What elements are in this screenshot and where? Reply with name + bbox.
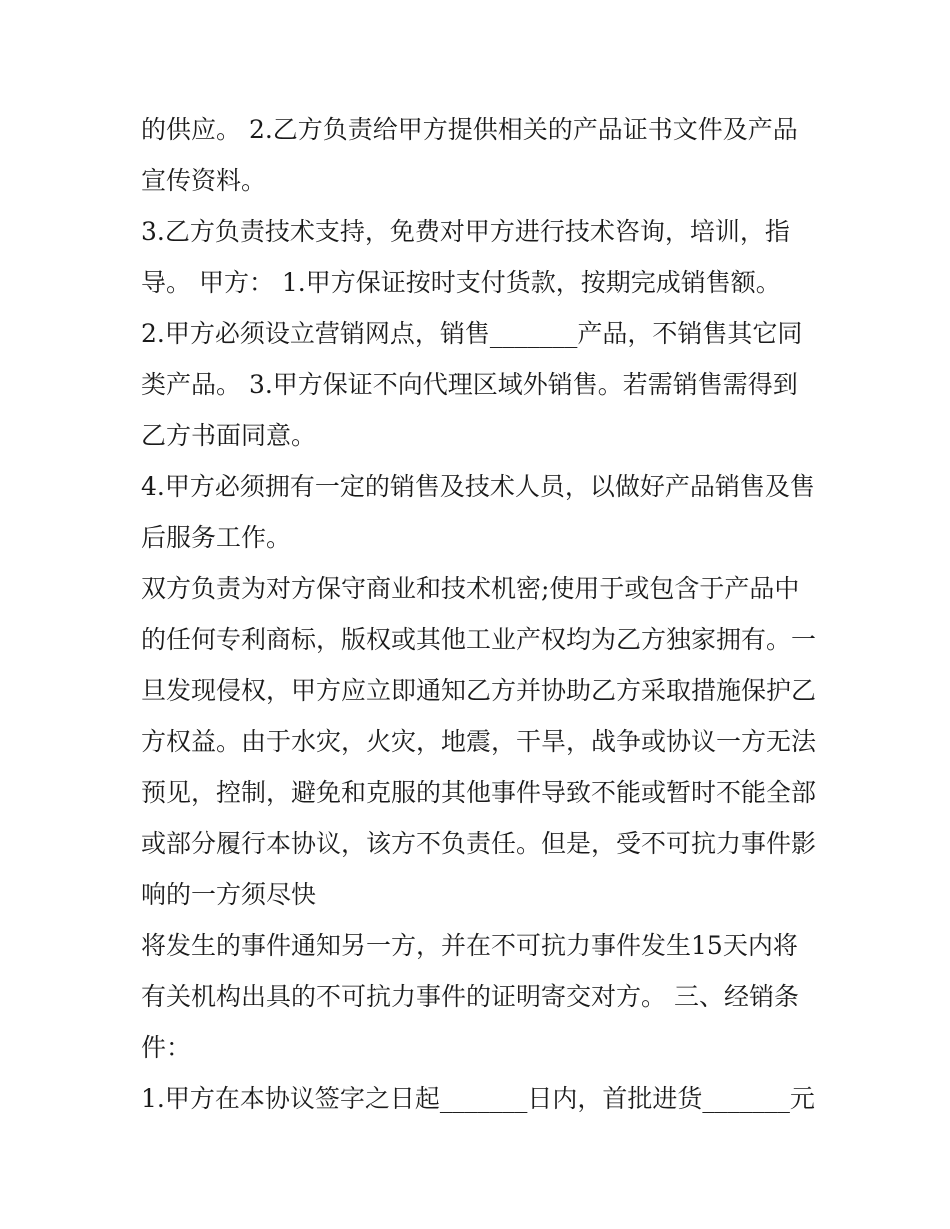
paragraph-confidentiality-force-majeure: 双方负责为对方保守商业和技术机密;使用于或包含于产品中的任何专利商标，版权或其他工业产权均为乙方独家拥有。一旦发现侵权，甲方应立即通知乙方并协助乙方采取措施保护乙方权益。由于水灾，火灾，地震，干旱，战争或协议一方无法预见，控制，避免和克服的其他事件导致不能或暂时不能全部或部分履行本协议，该方不负责任。但是，受不可抗力事件影响的一方须尽快 (141, 574, 817, 909)
paragraph-sales-network: 2.甲方必须设立营销网点，销售_______产品，不销售其它同类产品。 3.甲方保证不向代理区域外销售。若需销售需得到乙方书面同意。 (141, 319, 803, 450)
paragraph-dealer-terms: 1.甲方在本协议签字之日起_______日内，首批进货_______元 (141, 1084, 815, 1113)
paragraph-sales-staff: 4.甲方必须拥有一定的销售及技术人员，以做好产品销售及售后服务工作。 (141, 472, 815, 552)
document-body (141, 104, 821, 1124)
paragraph-technical-support: 3.乙方负责技术支持，免费对甲方进行技术咨询，培训，指导。 甲方： 1.甲方保证按时支付货款，按期完成销售额。 (141, 217, 790, 297)
paragraph-notification: 将发生的事件通知另一方，并在不可抗力事件发生15天内将有关机构出具的不可抗力事件的证明寄交对方。 三、经销条件： (141, 931, 799, 1062)
paragraph-supply: 的供应。 2.乙方负责给甲方提供相关的产品证书文件及产品宣传资料。 (141, 115, 798, 195)
